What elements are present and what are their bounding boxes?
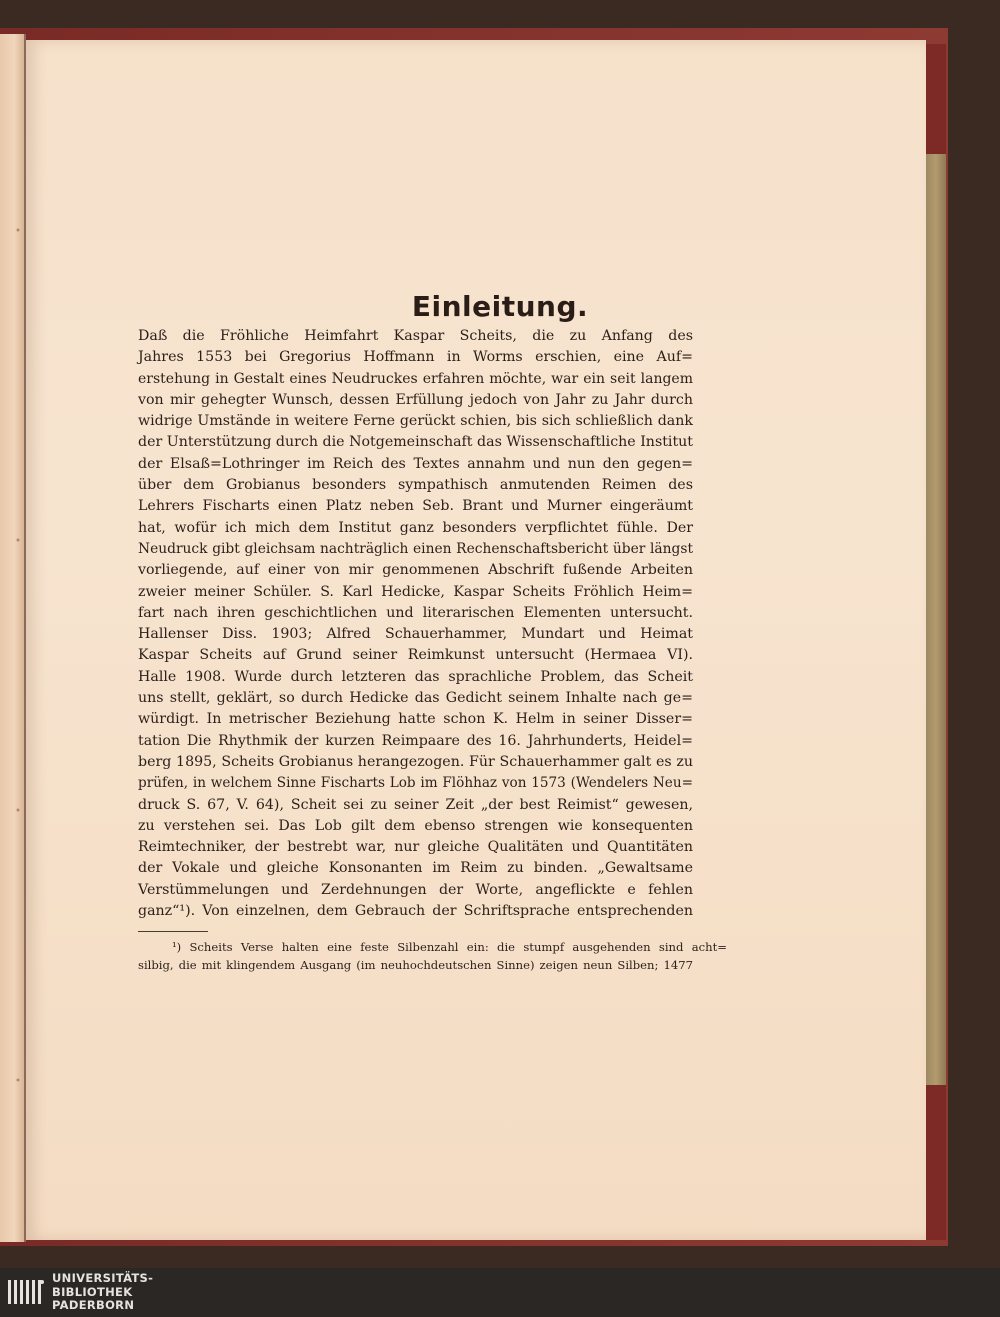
text-line: Hallenser Diss. 1903; Alfred Schauerhammer, Mundart und Heimat bbox=[138, 626, 693, 643]
right-page-stack bbox=[926, 44, 946, 1240]
text-line: ganz“¹). Von einzelnen, dem Gebrauch der Schriftsprache entsprechenden bbox=[138, 903, 693, 920]
text-line: Reimtechniker, der bestrebt war, nur gleiche Qualitäten und Quantitäten bbox=[138, 839, 693, 856]
text-line: Verstümmelungen und Zerdehnungen der Worte, angeflickte e fehlen bbox=[138, 881, 693, 898]
text-line: der Vokale und gleiche Konsonanten im Reim zu binden. „Gewaltsame bbox=[138, 860, 693, 877]
page-title: Einleitung. bbox=[411, 290, 589, 323]
text-line: tation Die Rhythmik der kurzen Reimpaare des 16. Jahrhunderts, Heidel= bbox=[138, 732, 693, 749]
text-line: erstehung in Gestalt eines Neudruckes erfahren möchte, war ein seit langem bbox=[138, 370, 693, 387]
text-line: prüfen, in welchem Sinne Fischarts Lob im Flöhhaz von 1573 (Wendelers Neu= bbox=[138, 775, 693, 792]
library-name bbox=[52, 1272, 153, 1313]
library-footer-bar bbox=[0, 1268, 1000, 1317]
body-text bbox=[138, 326, 693, 922]
text-line: Daß die Fröhliche Heimfahrt Kaspar Scheits, die zu Anfang des bbox=[138, 328, 693, 344]
text-line: über dem Grobianus besonders sympathisch anmutenden Reimen des bbox=[138, 477, 693, 494]
text-line: der Elsaß=Lothringer im Reich des Textes annahm und nun den gegen= bbox=[138, 455, 693, 472]
text-line: widrige Umstände in weitere Ferne gerückt schien, bis sich schließlich dank bbox=[138, 413, 693, 430]
text-line: Halle 1908. Wurde durch letzteren das sprachliche Problem, das Scheit bbox=[138, 668, 693, 685]
text-line: von mir gehegter Wunsch, dessen Erfüllung jedoch von Jahr zu Jahr durch bbox=[138, 391, 693, 408]
footnote-line: ¹) Scheits Verse halten eine feste Silbenzahl ein: die stumpf ausgehenden sind acht= bbox=[172, 940, 727, 954]
text-line: vorliegende, auf einer von mir genommenen Abschrift fußende Arbeiten bbox=[138, 562, 693, 579]
footnote-divider bbox=[138, 931, 208, 932]
library-name-line: PADERBORN bbox=[52, 1298, 135, 1312]
right-cover-corner-bottom bbox=[926, 1085, 946, 1240]
text-line: druck S. 67, V. 64), Scheit sei zu seiner Zeit „der best Reimist“ gewesen, bbox=[138, 796, 693, 813]
right-cover-corner-top bbox=[926, 44, 946, 154]
text-line: Lehrers Fischarts einen Platz neben Seb. Brant und Murner eingeräumt bbox=[138, 498, 693, 515]
footnote bbox=[138, 938, 727, 974]
text-line: zu verstehen sei. Das Lob gilt dem ebenso strengen wie konsequenten bbox=[138, 817, 693, 834]
text-line: berg 1895, Scheits Grobianus herangezogen. Für Schauerhammer galt es zu bbox=[138, 753, 693, 770]
library-logo-icon bbox=[6, 1274, 46, 1310]
text-line: uns stellt, geklärt, so durch Hedicke das Gedicht seinem Inhalte nach ge= bbox=[138, 690, 693, 707]
footnote-line: silbig, die mit klingendem Ausgang (im neuhochdeutschen Sinne) zeigen neun Silben; 1477 bbox=[138, 958, 693, 972]
text-line: Kaspar Scheits auf Grund seiner Reimkunst untersucht (Hermaea VI). bbox=[138, 647, 693, 664]
text-line: Jahres 1553 bei Gregorius Hoffmann in Worms erschien, eine Auf= bbox=[138, 349, 693, 366]
text-line: würdigt. In metrischer Beziehung hatte schon K. Helm in seiner Disser= bbox=[138, 711, 693, 728]
library-name-line: UNIVERSITÄTS- bbox=[52, 1271, 154, 1285]
library-name-line: BIBLIOTHEK bbox=[52, 1284, 133, 1299]
text-line: Neudruck gibt gleichsam nachträglich einen Rechenschaftsbericht über längst bbox=[138, 540, 693, 557]
text-line: der Unterstützung durch die Notgemeinschaft das Wissenschaftliche Institut bbox=[138, 434, 693, 451]
text-line: zweier meiner Schüler. S. Karl Hedicke, Kaspar Scheits Fröhlich Heim= bbox=[138, 583, 693, 600]
binding-stitch-marks bbox=[14, 200, 22, 1100]
text-line: hat, wofür ich mich dem Institut ganz besonders verpflichtet fühle. Der bbox=[138, 519, 693, 536]
text-line: fart nach ihren geschichtlichen und literarischen Elementen untersucht. bbox=[138, 604, 693, 621]
